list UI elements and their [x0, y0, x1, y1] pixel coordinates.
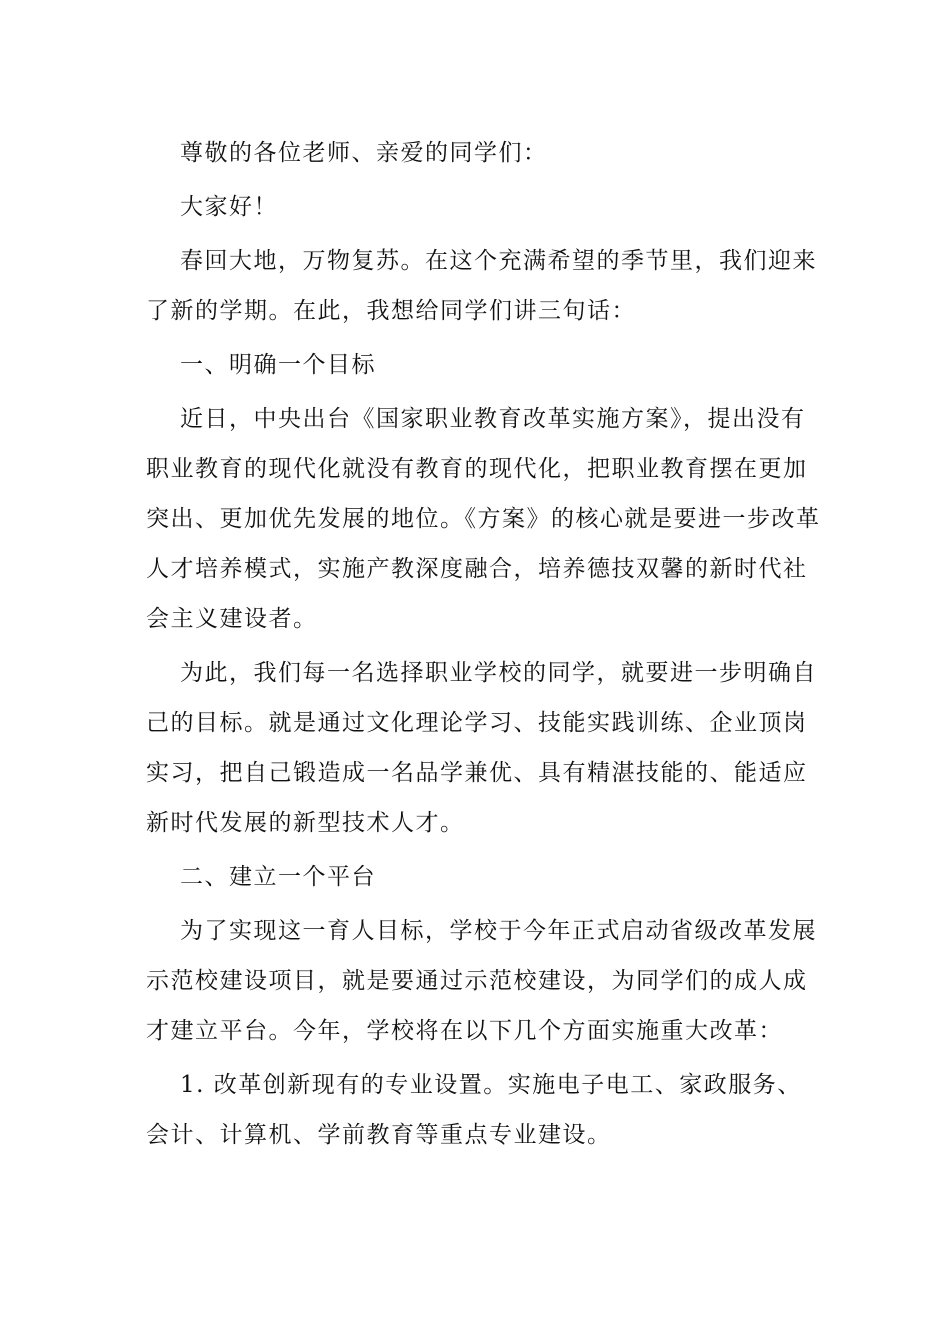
section-heading-2: 二、建立一个平台	[180, 864, 376, 890]
greeting: 大家好！	[180, 194, 278, 220]
salutation: 尊敬的各位老师、亲爱的同学们：	[180, 140, 548, 166]
body-paragraph: 为了实现这一育人目标，学校于今年正式启动省级改革发展示范校建设项目，就是要通过示范校建设，为同学们的成人成才建立平台。今年，学校将在以下几个方面实施重大改革：	[146, 918, 817, 1044]
section-heading-1: 一、明确一个目标	[180, 352, 376, 378]
body-paragraph: 为此，我们每一名选择职业学校的同学，就要进一步明确自己的目标。就是通过文化理论学习、技能实践训练、企业顶岗实习，把自己锻造成一名品学兼优、具有精湛技能的、能适应新时代发展的新型技术人才。	[146, 660, 817, 836]
list-item: 1. 改革创新现有的专业设置。实施电子电工、家政服务、会计、计算机、学前教育等重点专业建设。	[146, 1072, 802, 1148]
body-paragraph: 近日，中央出台《国家职业教育改革实施方案》，提出没有职业教育的现代化就没有教育的现代化，把职业教育摆在更加突出、更加优先发展的地位。《方案》的核心就是要进一步改革人才培养模式，实施产教深度融合，培养德技双馨的新时代社会主义建设者。	[146, 406, 821, 632]
document-body	[146, 128, 826, 1164]
intro-paragraph: 春回大地，万物复苏。在这个充满希望的季节里，我们迎来了新的学期。在此，我想给同学们讲三句话：	[146, 248, 817, 324]
